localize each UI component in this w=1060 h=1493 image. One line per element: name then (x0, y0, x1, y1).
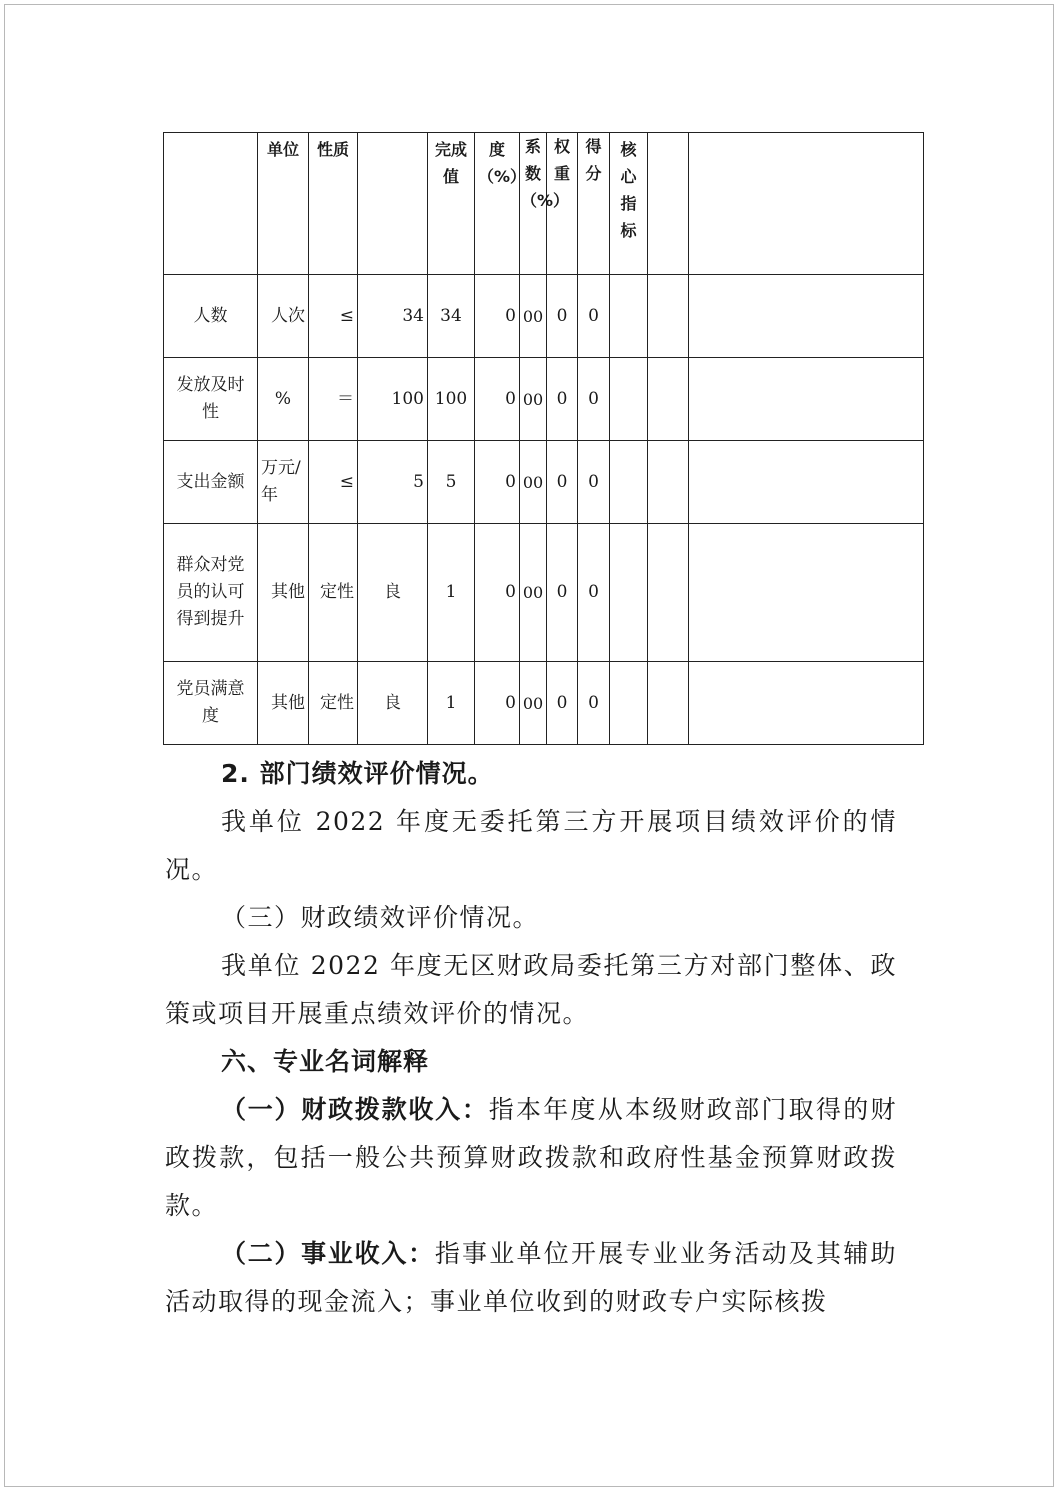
indicator-unit: 万元/年 (258, 441, 309, 524)
indicator-name: 群众对党员的认可得到提升 (164, 524, 258, 662)
indicator-unit: % (258, 358, 309, 441)
indicator-remark (689, 441, 924, 524)
term-1-label: （一）财政拨款收入： (221, 1095, 489, 1124)
indicator-name: 党员满意度 (164, 662, 258, 745)
table-row (164, 441, 924, 524)
indicator-core (610, 275, 648, 358)
term-2-label: （二）事业收入： (221, 1239, 435, 1268)
indicator-score: 0 (578, 662, 610, 745)
indicator-target: 100 (358, 358, 428, 441)
indicator-core (610, 662, 648, 745)
indicator-weight: 0 (547, 662, 578, 745)
indicator-weight: 0 (547, 275, 578, 358)
header-blank-4 (689, 133, 924, 275)
body-text (165, 750, 897, 1326)
indicator-blank (648, 358, 689, 441)
indicator-coef: 00 (520, 358, 547, 441)
indicator-blank (648, 662, 689, 745)
heading-terms: 六、专业名词解释 (221, 1047, 430, 1076)
indicator-degree: 0 (475, 524, 520, 662)
header-core: 核心指标 (610, 133, 648, 275)
indicator-nature: ≤ (309, 275, 358, 358)
indicator-remark (689, 662, 924, 745)
indicator-core (610, 358, 648, 441)
header-nature: 性质 (309, 133, 358, 275)
indicator-score: 0 (578, 275, 610, 358)
indicator-blank (648, 275, 689, 358)
indicator-coef: 00 (520, 662, 547, 745)
header-degree: 度（%） (475, 133, 520, 275)
performance-table (163, 132, 924, 745)
term-2-text: 指事业单位开展专业业务活动及其辅助活动取得的现金流入；事业单位收到的财政专户实际核拨 (165, 1239, 897, 1316)
indicator-degree: 0 (475, 662, 520, 745)
para-fin-eval: 我单位 2022 年度无区财政局委托第三方对部门整体、政策或项目开展重点绩效评价的情况。 (165, 951, 897, 1028)
indicator-weight: 0 (547, 358, 578, 441)
header-completed: 完成值 (428, 133, 475, 275)
header-blank-3 (648, 133, 689, 275)
indicator-target: 良 (358, 662, 428, 745)
indicator-completed: 5 (428, 441, 475, 524)
header-unit: 单位 (258, 133, 309, 275)
table-row (164, 358, 924, 441)
indicator-nature: 定性 (309, 662, 358, 745)
indicator-completed: 100 (428, 358, 475, 441)
indicator-remark (689, 524, 924, 662)
indicator-remark (689, 358, 924, 441)
indicator-name: 发放及时性 (164, 358, 258, 441)
indicator-unit: 其他 (258, 662, 309, 745)
para-dept-eval: 我单位 2022 年度无委托第三方开展项目绩效评价的情况。 (165, 807, 897, 884)
indicator-score: 0 (578, 524, 610, 662)
indicator-target: 5 (358, 441, 428, 524)
indicator-nature: 定性 (309, 524, 358, 662)
header-coef: 系数（%） (520, 133, 547, 275)
indicator-target: 良 (358, 524, 428, 662)
para-term-1 (165, 1086, 897, 1230)
indicator-completed: 1 (428, 524, 475, 662)
indicator-score: 0 (578, 441, 610, 524)
indicator-nature: ≤ (309, 441, 358, 524)
indicator-degree: 0 (475, 441, 520, 524)
indicator-completed: 34 (428, 275, 475, 358)
indicator-coef: 00 (520, 275, 547, 358)
table-row (164, 524, 924, 662)
header-score: 得分 (578, 133, 610, 275)
heading-fin-eval: （三）财政绩效评价情况。 (221, 903, 540, 932)
indicator-blank (648, 441, 689, 524)
indicator-unit: 人次 (258, 275, 309, 358)
indicator-unit: 其他 (258, 524, 309, 662)
indicator-degree: 0 (475, 358, 520, 441)
indicator-target: 34 (358, 275, 428, 358)
indicator-name: 人数 (164, 275, 258, 358)
indicator-core (610, 524, 648, 662)
indicator-name: 支出金额 (164, 441, 258, 524)
table-row (164, 275, 924, 358)
indicator-coef: 00 (520, 524, 547, 662)
indicator-remark (689, 275, 924, 358)
indicator-score: 0 (578, 358, 610, 441)
indicator-nature: ＝ (309, 358, 358, 441)
indicator-core (610, 441, 648, 524)
header-weight: 权重 (547, 133, 578, 275)
indicator-blank (648, 524, 689, 662)
heading-dept-eval: 2. 部门绩效评价情况。 (221, 759, 494, 788)
indicator-weight: 0 (547, 441, 578, 524)
indicator-weight: 0 (547, 524, 578, 662)
header-blank-2 (358, 133, 428, 275)
header-blank (164, 133, 258, 275)
indicator-completed: 1 (428, 662, 475, 745)
indicator-degree: 0 (475, 275, 520, 358)
table-header-row (164, 133, 924, 275)
table-row (164, 662, 924, 745)
para-term-2 (165, 1230, 897, 1326)
term-1-text: 指本年度从本级财政部门取得的财政拨款，包括一般公共预算财政拨款和政府性基金预算财政拨款。 (165, 1095, 897, 1220)
indicator-coef: 00 (520, 441, 547, 524)
